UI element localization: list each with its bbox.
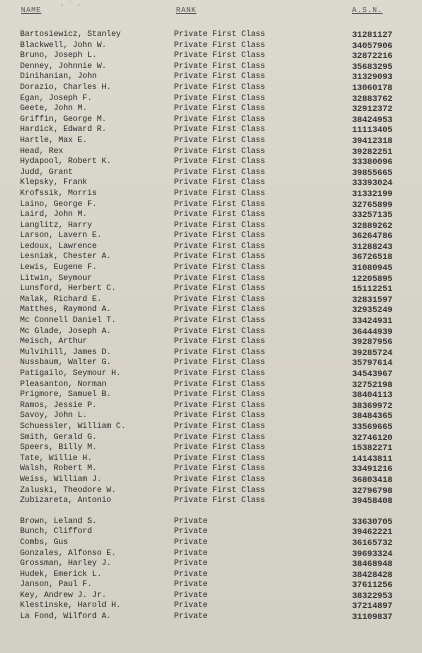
roster-row xyxy=(0,252,422,263)
roster-row xyxy=(0,200,422,211)
soldier-asn: 32765899 xyxy=(352,199,393,210)
soldier-asn: 11113405 xyxy=(352,125,393,136)
soldier-asn: 14143811 xyxy=(352,453,393,464)
roster-row xyxy=(0,475,422,486)
soldier-asn: 33393024 xyxy=(352,178,393,189)
roster-row xyxy=(0,601,422,612)
soldier-rank: Private xyxy=(174,590,208,600)
roster-row xyxy=(0,136,422,147)
soldier-name: Grossman, Harley J. xyxy=(20,559,112,569)
soldier-rank: Private First Class xyxy=(174,252,266,262)
roster-row xyxy=(0,369,422,380)
soldier-name: Egan, Joseph F. xyxy=(20,93,93,103)
soldier-name: Langlitz, Harry xyxy=(20,220,93,230)
soldier-name: Klestinske, Harold H. xyxy=(20,601,121,611)
soldier-name: Dorazio, Charles H. xyxy=(20,82,112,92)
roster-row xyxy=(0,221,422,232)
soldier-name: Bartosiewicz, Stanley xyxy=(20,30,121,39)
roster-row xyxy=(0,242,422,253)
soldier-asn: 36444939 xyxy=(352,326,393,337)
soldier-asn: 36264786 xyxy=(352,231,393,242)
soldier-rank: Private First Class xyxy=(174,93,266,103)
soldier-rank: Private xyxy=(174,516,208,526)
header-asn: A.S.N. xyxy=(352,7,383,15)
roster-row xyxy=(0,210,422,221)
roster-row xyxy=(0,72,422,83)
paper-specks: · ˙ · xyxy=(60,2,82,10)
soldier-asn: 33569665 xyxy=(352,421,393,432)
soldier-asn: 13060178 xyxy=(352,82,393,93)
roster-row xyxy=(0,274,422,285)
soldier-rank: Private First Class xyxy=(174,188,266,198)
roster-row xyxy=(0,51,422,62)
soldier-name: Prigmore, Samuel B. xyxy=(20,390,112,400)
soldier-rank: Private First Class xyxy=(174,220,266,230)
soldier-name: Krofssik, Morris xyxy=(20,188,97,198)
soldier-rank: Private xyxy=(174,548,208,558)
soldier-asn: 32752198 xyxy=(352,379,393,390)
roster-row xyxy=(0,348,422,359)
soldier-rank: Private xyxy=(174,580,208,590)
soldier-name: Walsh, Robert M. xyxy=(20,464,97,474)
soldier-rank: Private First Class xyxy=(174,443,266,453)
soldier-name: Speers, Billy M. xyxy=(20,443,97,453)
soldier-asn: 39285724 xyxy=(352,347,393,358)
soldier-name: Meisch, Arthur xyxy=(20,337,88,347)
soldier-name: Denney, Johnnie W. xyxy=(20,61,107,71)
soldier-name: Bruno, Joseph L. xyxy=(20,51,97,61)
soldier-name: Matthes, Raymond A. xyxy=(20,305,112,315)
soldier-rank: Private First Class xyxy=(174,135,266,145)
soldier-name: Hudek, Emerick L. xyxy=(20,569,102,579)
soldier-rank: Private First Class xyxy=(174,326,266,336)
soldier-name: Nussbaum, Walter G. xyxy=(20,358,112,368)
soldier-name: Zubizareta, Antonio xyxy=(20,496,112,506)
roster-row xyxy=(0,189,422,200)
soldier-rank: Private First Class xyxy=(174,316,266,326)
soldier-name: Litwin, Seymour xyxy=(20,273,93,283)
roster-row xyxy=(0,284,422,295)
roster-row xyxy=(0,549,422,560)
soldier-asn: 37214897 xyxy=(352,601,393,612)
soldier-asn: 15112251 xyxy=(352,284,393,295)
soldier-name: Geete, John M. xyxy=(20,104,88,114)
soldier-rank: Private First Class xyxy=(174,485,266,495)
soldier-rank: Private xyxy=(174,612,208,622)
soldier-name: Laino, George F. xyxy=(20,199,97,209)
soldier-asn: 34057906 xyxy=(352,40,393,51)
soldier-asn: 38468948 xyxy=(352,559,393,570)
soldier-rank: Private First Class xyxy=(174,199,266,209)
soldier-rank: Private First Class xyxy=(174,358,266,368)
roster-row xyxy=(0,591,422,602)
roster-row xyxy=(0,464,422,475)
soldier-asn: 36726518 xyxy=(352,252,393,263)
roster-row xyxy=(0,30,422,41)
soldier-asn: 32872216 xyxy=(352,51,393,62)
soldier-rank: Private First Class xyxy=(174,337,266,347)
roster-row xyxy=(0,433,422,444)
soldier-asn: 15382271 xyxy=(352,443,393,454)
roster-row xyxy=(0,295,422,306)
soldier-asn: 38369972 xyxy=(352,400,393,411)
soldier-rank: Private First Class xyxy=(174,241,266,251)
soldier-name: Zaluski, Theodore W. xyxy=(20,485,117,495)
soldier-name: Mc Glade, Joseph A. xyxy=(20,326,112,336)
soldier-asn: 31281127 xyxy=(352,30,393,40)
soldier-name: Ledoux, Lawrence xyxy=(20,241,97,251)
soldier-rank: Private xyxy=(174,537,208,547)
roster-row xyxy=(0,570,422,581)
soldier-asn: 39855665 xyxy=(352,167,393,178)
soldier-asn: 39412318 xyxy=(352,135,393,146)
soldier-asn: 39693324 xyxy=(352,548,393,559)
roster-row xyxy=(0,157,422,168)
roster-row xyxy=(0,104,422,115)
soldier-rank: Private First Class xyxy=(174,411,266,421)
roster-row xyxy=(0,168,422,179)
soldier-name: Larson, Lavern E. xyxy=(20,231,102,241)
soldier-asn: 33257135 xyxy=(352,210,393,221)
soldier-asn: 31332199 xyxy=(352,188,393,199)
soldier-rank: Private First Class xyxy=(174,72,266,82)
soldier-rank: Private First Class xyxy=(174,369,266,378)
roster-row xyxy=(0,62,422,73)
roster-row xyxy=(0,496,422,507)
roster-row xyxy=(0,612,422,623)
soldier-asn: 33491216 xyxy=(352,464,393,475)
soldier-name: Pleasanton, Norman xyxy=(20,379,107,389)
roster-row xyxy=(0,517,422,528)
soldier-rank: Private xyxy=(174,559,208,569)
soldier-rank: Private First Class xyxy=(174,210,266,220)
soldier-rank: Private First Class xyxy=(174,474,266,484)
soldier-name: Patigailo, Seymour H. xyxy=(20,369,121,378)
roster-row xyxy=(0,411,422,422)
soldier-asn: 38424953 xyxy=(352,114,393,125)
soldier-name: Brown, Leland S. xyxy=(20,516,97,526)
header-name: NAME xyxy=(21,7,42,15)
roster-row xyxy=(0,527,422,538)
roster-row xyxy=(0,443,422,454)
soldier-rank: Private First Class xyxy=(174,146,266,156)
roster-row xyxy=(0,454,422,465)
column-headers xyxy=(0,7,422,19)
soldier-asn: 32883762 xyxy=(352,93,393,104)
soldier-asn: 39287956 xyxy=(352,337,393,348)
soldier-name: Tate, Willie H. xyxy=(20,453,93,463)
soldier-name: Gonzales, Alfonso E. xyxy=(20,548,117,558)
soldier-name: Smith, Gerald G. xyxy=(20,432,97,442)
soldier-rank: Private First Class xyxy=(174,464,266,474)
soldier-rank: Private First Class xyxy=(174,157,266,167)
roster-row xyxy=(0,41,422,52)
soldier-asn: 38322953 xyxy=(352,590,393,601)
soldier-rank: Private First Class xyxy=(174,114,266,124)
soldier-name: Mc Connell Daniel T. xyxy=(20,316,117,326)
soldier-rank: Private First Class xyxy=(174,400,266,410)
soldier-rank: Private First Class xyxy=(174,104,266,114)
soldier-name: Mulvihill, James D. xyxy=(20,347,112,357)
soldier-rank: Private First Class xyxy=(174,61,266,71)
soldier-rank: Private xyxy=(174,569,208,579)
soldier-asn: 33630705 xyxy=(352,516,393,527)
soldier-asn: 33380096 xyxy=(352,157,393,168)
soldier-asn: 31080945 xyxy=(352,263,393,274)
soldier-asn: 35797614 xyxy=(352,358,393,369)
roster-row xyxy=(0,231,422,242)
roster-row xyxy=(0,337,422,348)
soldier-rank: Private xyxy=(174,601,208,611)
soldier-name: La Fond, Wilford A. xyxy=(20,612,112,622)
soldier-asn: 33424931 xyxy=(352,316,393,327)
roster-row xyxy=(0,538,422,549)
soldier-name: Dinihanian, John xyxy=(20,72,97,82)
soldier-asn: 31329093 xyxy=(352,72,393,83)
soldier-asn: 31109837 xyxy=(352,612,393,623)
soldier-asn: 37611256 xyxy=(352,580,393,591)
roster-row xyxy=(0,401,422,412)
roster-row xyxy=(0,380,422,391)
soldier-name: Lesniak, Chester A. xyxy=(20,252,112,262)
soldier-asn: 32746120 xyxy=(352,432,393,443)
roster-list xyxy=(0,30,422,623)
soldier-asn: 35683295 xyxy=(352,61,393,72)
soldier-asn: 38484365 xyxy=(352,411,393,422)
soldier-name: Savoy, John L. xyxy=(20,411,88,421)
soldier-rank: Private First Class xyxy=(174,421,266,431)
soldier-name: Key, Andrew J. Jr. xyxy=(20,590,107,600)
roster-row xyxy=(0,390,422,401)
soldier-name: Combs, Gus xyxy=(20,537,69,547)
soldier-asn: 38404113 xyxy=(352,390,393,401)
soldier-rank: Private First Class xyxy=(174,30,266,39)
soldier-name: Lewis, Eugene F. xyxy=(20,263,97,273)
soldier-rank: Private First Class xyxy=(174,82,266,92)
roster-row xyxy=(0,305,422,316)
soldier-name: Weiss, William J. xyxy=(20,474,102,484)
soldier-rank: Private First Class xyxy=(174,294,266,304)
roster-row xyxy=(0,94,422,105)
soldier-rank: Private First Class xyxy=(174,432,266,442)
soldier-name: Ramos, Jessie P. xyxy=(20,400,97,410)
soldier-asn: 36803418 xyxy=(352,474,393,485)
roster-row xyxy=(0,327,422,338)
roster-row xyxy=(0,486,422,497)
soldier-rank: Private First Class xyxy=(174,284,266,294)
soldier-rank: Private First Class xyxy=(174,51,266,61)
soldier-name: Blackwell, John W. xyxy=(20,40,107,50)
soldier-rank: Private First Class xyxy=(174,273,266,283)
soldier-name: Judd, Grant xyxy=(20,167,73,177)
soldier-asn: 31288243 xyxy=(352,241,393,252)
roster-row xyxy=(0,178,422,189)
soldier-asn: 34543967 xyxy=(352,369,393,379)
soldier-rank: Private xyxy=(174,527,208,537)
soldier-name: Head, Rex xyxy=(20,146,64,156)
roster-row xyxy=(0,358,422,369)
header-rank: RANK xyxy=(176,7,197,15)
soldier-rank: Private First Class xyxy=(174,178,266,188)
soldier-asn: 32889262 xyxy=(352,220,393,231)
soldier-name: Hardick, Edward R. xyxy=(20,125,107,135)
soldier-name: Schuessler, William C. xyxy=(20,421,126,431)
soldier-asn: 32935249 xyxy=(352,305,393,316)
roster-row xyxy=(0,125,422,136)
soldier-asn: 32831597 xyxy=(352,294,393,305)
roster-row xyxy=(0,147,422,158)
soldier-asn: 39462221 xyxy=(352,527,393,538)
soldier-rank: Private First Class xyxy=(174,125,266,135)
soldier-asn: 12205895 xyxy=(352,273,393,284)
soldier-rank: Private First Class xyxy=(174,379,266,389)
soldier-name: Bunch, Clifford xyxy=(20,527,93,537)
soldier-asn: 38428428 xyxy=(352,569,393,580)
soldier-rank: Private First Class xyxy=(174,390,266,400)
soldier-name: Laird, John M. xyxy=(20,210,88,220)
roster-row xyxy=(0,115,422,126)
soldier-asn: 32796798 xyxy=(352,485,393,496)
roster-row xyxy=(0,559,422,570)
roster-row xyxy=(0,316,422,327)
soldier-rank: Private First Class xyxy=(174,496,266,506)
soldier-name: Janson, Paul F. xyxy=(20,580,93,590)
soldier-rank: Private First Class xyxy=(174,263,266,273)
roster-row xyxy=(0,422,422,433)
soldier-name: Hydapool, Robert K. xyxy=(20,157,112,167)
soldier-name: Klepsky, Frank xyxy=(20,178,88,188)
soldier-asn: 32912372 xyxy=(352,104,393,115)
soldier-rank: Private First Class xyxy=(174,231,266,241)
roster-row xyxy=(0,83,422,94)
roster-row xyxy=(0,580,422,591)
soldier-asn: 39458408 xyxy=(352,496,393,507)
soldier-name: Hartle, Max E. xyxy=(20,135,88,145)
soldier-rank: Private First Class xyxy=(174,305,266,315)
soldier-name: Griffin, George M. xyxy=(20,114,107,124)
group-separator xyxy=(0,507,422,517)
soldier-name: Lunsford, Herbert C. xyxy=(20,284,117,294)
roster-row xyxy=(0,263,422,274)
soldier-rank: Private First Class xyxy=(174,40,266,50)
soldier-asn: 39282251 xyxy=(352,146,393,157)
soldier-name: Malak, Richard E. xyxy=(20,294,102,304)
soldier-rank: Private First Class xyxy=(174,453,266,463)
soldier-rank: Private First Class xyxy=(174,167,266,177)
soldier-rank: Private First Class xyxy=(174,347,266,357)
soldier-asn: 36165732 xyxy=(352,537,393,548)
